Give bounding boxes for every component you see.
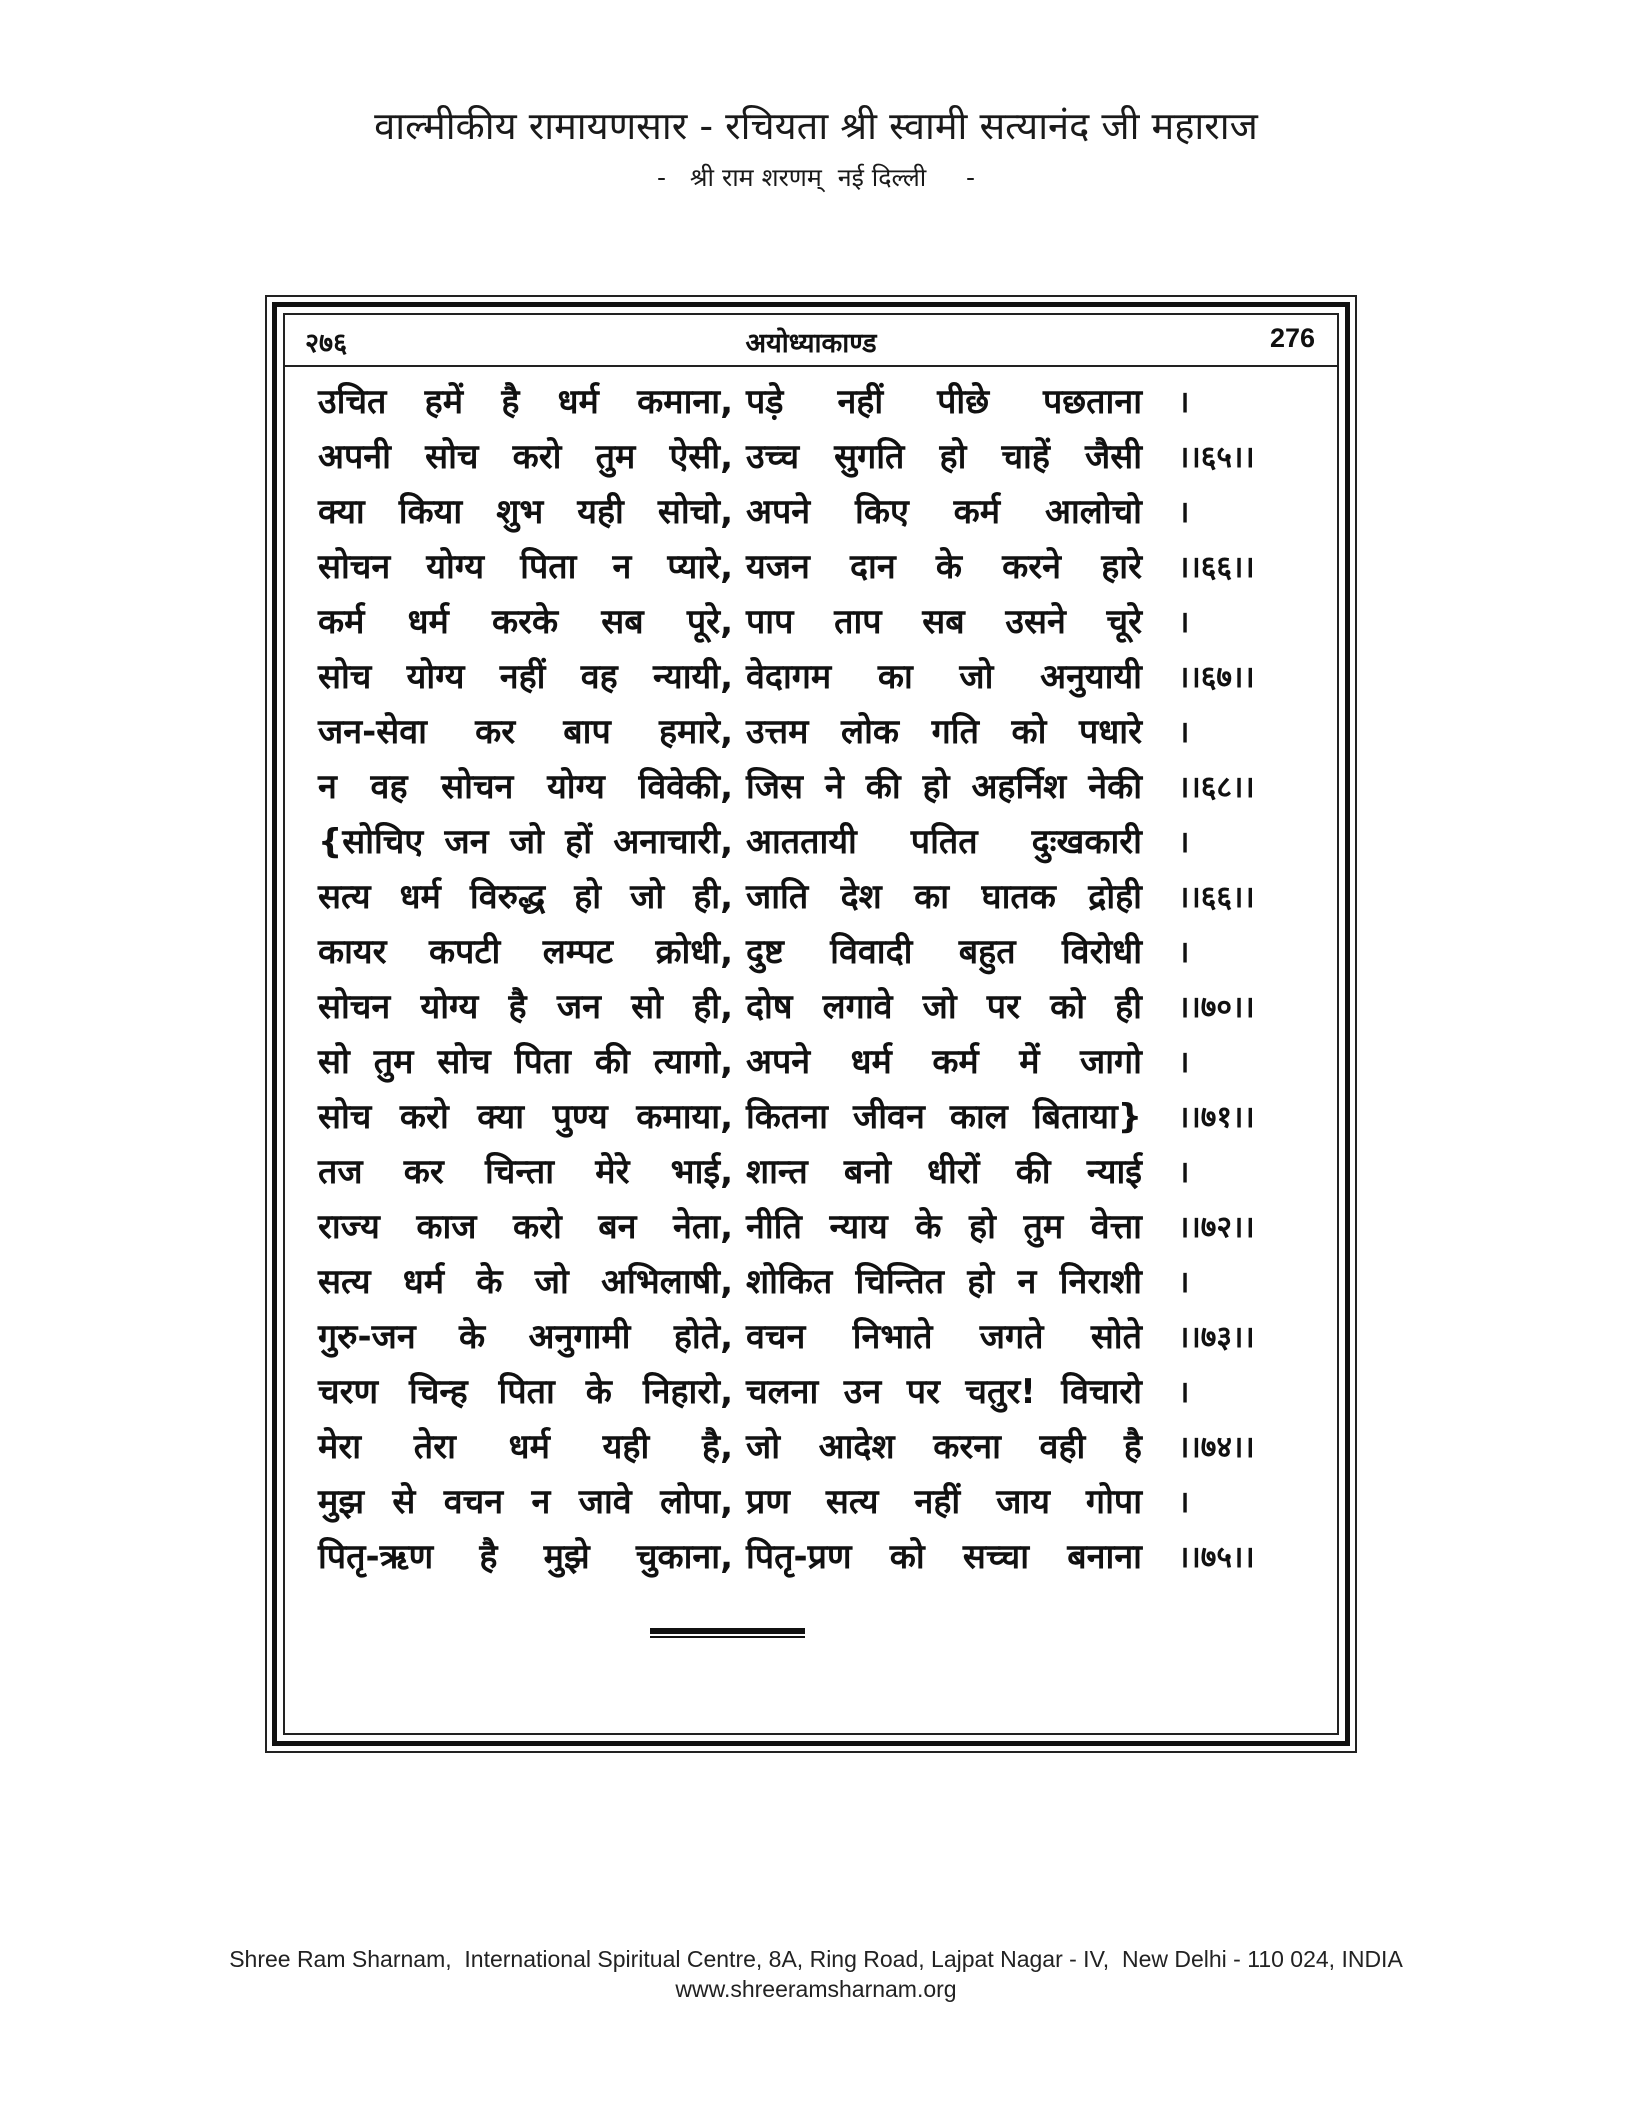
verse-first-half: मुझ से वचन न जावे लोपा, xyxy=(318,1482,733,1522)
section-title: अयोध्याकाण्ड xyxy=(745,328,877,359)
verse-second-half: जिस ने की हो अहर्निश नेकी xyxy=(746,767,1142,807)
document-title: वाल्मीकीय रामायणसार - रचियता श्री स्वामी सत्यानंद जी महाराज xyxy=(374,104,1258,148)
verse-first-half: {सोचिए जन जो हों अनाचारी, xyxy=(318,822,733,862)
page-number: 276 xyxy=(1269,323,1315,353)
verse-second-half: दुष्ट विवादी बहुत विरोधी xyxy=(746,932,1142,972)
verse-second-half: दोष लगावे जो पर को ही xyxy=(746,987,1142,1027)
running-head xyxy=(285,315,1337,367)
verse-second-half: उत्तम लोक गति को पधारे xyxy=(746,712,1142,752)
verse-second-half: चलना उन पर चतुर! विचारो xyxy=(746,1372,1142,1412)
verse-row xyxy=(318,1365,1328,1420)
verse-row xyxy=(318,1035,1328,1090)
verse-second-half: पितृ-प्रण को सच्चा बनाना xyxy=(746,1537,1142,1577)
verse-second-half: आततायी पतित दुःखकारी xyxy=(746,822,1142,862)
verse-number: ।।७२।। xyxy=(1178,1210,1255,1245)
verse-number: ।।७४।। xyxy=(1178,1430,1255,1465)
verse-first-half: क्या किया शुभ यही सोचो, xyxy=(318,492,733,532)
document-subtitle: - श्री राम शरणम् नई दिल्ली - xyxy=(656,163,976,192)
verse-first-half: सोचन योग्य है जन सो ही, xyxy=(318,987,733,1027)
verse-second-half: शान्त बनो धीरों की न्याई xyxy=(746,1152,1142,1192)
verse-row xyxy=(318,430,1328,485)
verse-second-half: जो आदेश करना वही है xyxy=(746,1427,1142,1467)
verse-number: ।।७३।। xyxy=(1178,1320,1255,1355)
verse-second-half: प्रण सत्य नहीं जाय गोपा xyxy=(746,1482,1142,1522)
verse-row xyxy=(318,1530,1328,1585)
verse-second-half: यजन दान के करने हारे xyxy=(746,547,1142,587)
verse-number: ।।७०।। xyxy=(1178,990,1255,1025)
verse-first-half: उचित हमें है धर्म कमाना, xyxy=(318,382,733,422)
verse-first-half: जन-सेवा कर बाप हमारे, xyxy=(318,712,733,752)
verse-first-half: सोच योग्य नहीं वह न्यायी, xyxy=(318,657,733,697)
verse-row xyxy=(318,760,1328,815)
end-rule-thick xyxy=(650,1628,805,1634)
verse-first-half: सो तुम सोच पिता की त्यागो, xyxy=(318,1042,733,1082)
verse-number: । xyxy=(1178,385,1190,420)
verse-first-half: तज कर चिन्ता मेरे भाई, xyxy=(318,1152,733,1192)
verse-number: । xyxy=(1178,1045,1190,1080)
verse-first-half: सत्य धर्म के जो अभिलाषी, xyxy=(318,1262,733,1302)
footer-website: www.shreeramsharnam.org xyxy=(675,1976,957,2002)
verse-second-half: पाप ताप सब उसने चूरे xyxy=(746,602,1142,642)
verse-row xyxy=(318,540,1328,595)
verse-row xyxy=(318,375,1328,430)
verse-second-half: अपने किए कर्म आलोचो xyxy=(746,492,1142,532)
verse-number: । xyxy=(1178,1155,1190,1190)
verse-first-half: कायर कपटी लम्पट क्रोधी, xyxy=(318,932,733,972)
verse-number: ।।७५।। xyxy=(1178,1540,1255,1575)
verse-row xyxy=(318,1310,1328,1365)
verse-number: ।।६६।। xyxy=(1178,880,1255,915)
end-ornament-rule xyxy=(650,1628,805,1638)
verse-row xyxy=(318,1090,1328,1145)
verse-second-half: उच्च सुगति हो चाहें जैसी xyxy=(746,437,1142,477)
verse-row xyxy=(318,1420,1328,1475)
verse-number: । xyxy=(1178,715,1190,750)
verse-second-half: शोकित चिन्तित हो न निराशी xyxy=(746,1262,1142,1302)
verse-row xyxy=(318,705,1328,760)
verse-row xyxy=(318,815,1328,870)
verse-first-half: गुरु-जन के अनुगामी होते, xyxy=(318,1317,733,1357)
verse-first-half: अपनी सोच करो तुम ऐसी, xyxy=(318,437,733,477)
verse-number: ।।६६।। xyxy=(1178,550,1255,585)
verse-number: ।।६७।। xyxy=(1178,660,1255,695)
verse-first-half: मेरा तेरा धर्म यही है, xyxy=(318,1427,733,1467)
verse-row xyxy=(318,1200,1328,1255)
verse-second-half: पड़े नहीं पीछे पछताना xyxy=(746,382,1142,422)
verse-first-half: कर्म धर्म करके सब पूरे, xyxy=(318,602,733,642)
verse-first-half: चरण चिन्ह पिता के निहारो, xyxy=(318,1372,733,1412)
verse-second-half: नीति न्याय के हो तुम वेत्ता xyxy=(746,1207,1142,1247)
verse-first-half: सोचन योग्य पिता न प्यारे, xyxy=(318,547,733,587)
verse-first-half: राज्य काज करो बन नेता, xyxy=(318,1207,733,1247)
verse-row xyxy=(318,595,1328,650)
verse-first-half: सत्य धर्म विरुद्ध हो जो ही, xyxy=(318,877,733,917)
verse-number: । xyxy=(1178,495,1190,530)
verse-row xyxy=(318,1475,1328,1530)
verse-row xyxy=(318,870,1328,925)
verse-row xyxy=(318,925,1328,980)
verse-first-half: न वह सोचन योग्य विवेकी, xyxy=(318,767,733,807)
verse-first-half: पितृ-ऋण है मुझे चुकाना, xyxy=(318,1537,733,1577)
page-number-devanagari: २७६ xyxy=(305,328,348,359)
end-rule-thin xyxy=(650,1636,805,1638)
verse-second-half: जाति देश का घातक द्रोही xyxy=(746,877,1142,917)
verse-row xyxy=(318,1145,1328,1200)
verse-row xyxy=(318,1255,1328,1310)
verse-number: । xyxy=(1178,605,1190,640)
verse-second-half: कितना जीवन काल बिताया} xyxy=(746,1097,1142,1137)
verse-number: । xyxy=(1178,935,1190,970)
verse-row xyxy=(318,980,1328,1035)
verse-list xyxy=(318,375,1328,1585)
verse-row xyxy=(318,485,1328,540)
verse-row xyxy=(318,650,1328,705)
verse-first-half: सोच करो क्या पुण्य कमाया, xyxy=(318,1097,733,1137)
verse-number: । xyxy=(1178,825,1190,860)
verse-number: । xyxy=(1178,1375,1190,1410)
verse-second-half: वेदागम का जो अनुयायी xyxy=(746,657,1142,697)
footer-address: Shree Ram Sharnam, International Spiritual Centre, 8A, Ring Road, Lajpat Nagar - IV, New Delhi - 110 024, INDIA xyxy=(229,1946,1403,1972)
verse-number: ।।६८।। xyxy=(1178,770,1255,805)
verse-number: ।।६५।। xyxy=(1178,440,1255,475)
verse-number: । xyxy=(1178,1265,1190,1300)
verse-number: । xyxy=(1178,1485,1190,1520)
verse-second-half: वचन निभाते जगते सोते xyxy=(746,1317,1142,1357)
verse-number: ।।७१।। xyxy=(1178,1100,1255,1135)
verse-second-half: अपने धर्म कर्म में जागो xyxy=(746,1042,1142,1082)
